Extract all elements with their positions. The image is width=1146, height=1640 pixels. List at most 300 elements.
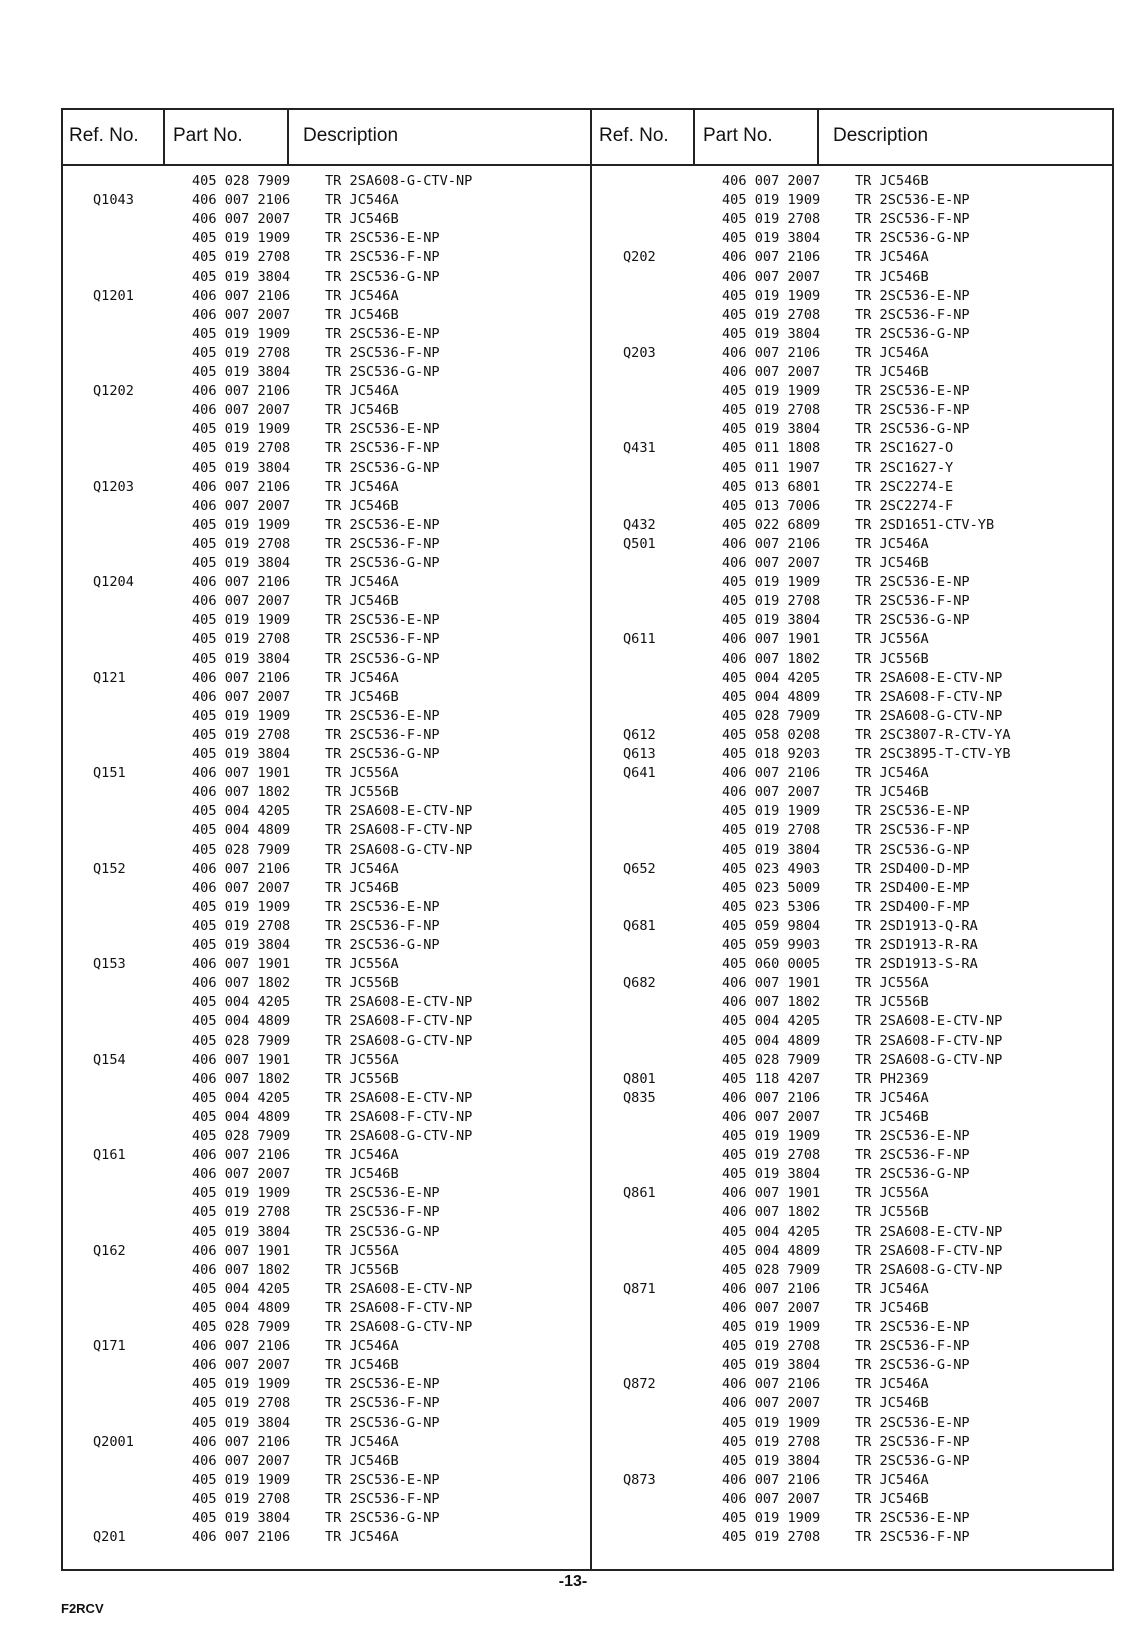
part-no: 405 019 3804: [722, 421, 821, 438]
part-no: 405 019 2708: [722, 306, 821, 323]
description: TR 2SC536-G-NP: [855, 1166, 970, 1183]
table-row: [591, 592, 1112, 611]
description: TR 2SC536-F-NP: [855, 211, 970, 228]
part-no: 406 007 2007: [192, 1357, 291, 1374]
part-no: 406 007 2106: [192, 1529, 291, 1546]
description: TR 2SA608-G-CTV-NP: [325, 841, 473, 858]
part-no: 405 028 7909: [722, 1261, 821, 1278]
part-no: 406 007 2007: [192, 879, 291, 896]
table-row: [591, 306, 1112, 325]
description: TR 2SC3895-T-CTV-YB: [855, 746, 1011, 762]
part-no: 406 007 1802: [192, 1070, 291, 1087]
left-header-ref: Ref. No.: [61, 108, 165, 164]
table-row: [591, 478, 1112, 497]
description: TR JC556B: [325, 1261, 399, 1278]
part-no: 405 019 2708: [192, 1204, 291, 1221]
description: TR 2SA608-F-CTV-NP: [325, 822, 473, 839]
description: TR 2SD1913-S-RA: [855, 956, 978, 973]
table-row: [591, 1509, 1112, 1528]
table-row: [61, 1528, 589, 1547]
description: TR 2SC536-G-NP: [325, 1414, 440, 1431]
part-no: 405 019 1909: [192, 516, 291, 533]
ref-no: Q201: [93, 1529, 126, 1546]
table-row: [591, 1012, 1112, 1031]
description: TR 2SC536-F-NP: [325, 440, 440, 457]
description: TR JC546A: [325, 669, 399, 686]
table-row: [61, 1280, 589, 1299]
table-row: [61, 841, 589, 860]
table-row: [61, 821, 589, 840]
ref-no: Q613: [623, 746, 656, 762]
description: TR 2SC536-F-NP: [855, 306, 970, 323]
part-no: 405 019 3804: [722, 1452, 821, 1469]
part-no: 405 028 7909: [192, 1032, 291, 1049]
table-row: [591, 1261, 1112, 1280]
table-row: [61, 1318, 589, 1337]
description: TR JC556A: [855, 1185, 929, 1202]
description: TR 2SC536-E-NP: [325, 325, 440, 342]
part-no: 405 019 2708: [192, 726, 291, 743]
part-no: 405 019 2708: [722, 1529, 821, 1546]
description: TR 2SD400-E-MP: [855, 879, 970, 896]
description: TR JC546B: [325, 402, 399, 419]
part-no: 406 007 2106: [192, 1433, 291, 1450]
table-row: [591, 1433, 1112, 1452]
table-row: [591, 898, 1112, 917]
ref-no: Q432: [623, 516, 656, 533]
table-row: [591, 1165, 1112, 1184]
part-no: 405 028 7909: [722, 707, 821, 724]
description: TR JC556B: [325, 784, 399, 801]
description: TR 2SC536-F-NP: [325, 1204, 440, 1221]
table-row: [591, 1337, 1112, 1356]
description: TR 2SC536-G-NP: [855, 841, 970, 858]
description: TR JC546B: [855, 268, 929, 285]
part-no: 406 007 2007: [722, 1299, 821, 1316]
description: TR 2SD1651-CTV-YB: [855, 516, 995, 533]
table-row: [61, 860, 589, 879]
table-row: [591, 210, 1112, 229]
part-no: 405 019 1909: [192, 707, 291, 724]
left-table-header: [61, 108, 591, 166]
description: TR 2SC536-E-NP: [325, 1376, 440, 1393]
table-row: [591, 248, 1112, 267]
part-no: 405 004 4205: [192, 1280, 291, 1297]
description: TR JC546B: [855, 555, 929, 571]
part-no: 406 007 1802: [722, 994, 821, 1011]
table-row: [61, 974, 589, 993]
table-row: [591, 1108, 1112, 1127]
part-no: 405 013 7006: [722, 497, 821, 514]
description: TR JC556A: [325, 765, 399, 782]
part-no: 406 007 1901: [722, 975, 821, 992]
ref-no: Q203: [623, 344, 656, 361]
table-row: [61, 1337, 589, 1356]
description: TR 2SC536-G-NP: [325, 937, 440, 953]
ref-no: Q611: [623, 631, 656, 648]
description: TR JC546B: [325, 211, 399, 228]
part-no: 406 007 2007: [192, 1452, 291, 1469]
table-row: [61, 592, 589, 611]
ref-no: Q202: [623, 249, 656, 266]
description: TR JC556B: [325, 975, 399, 992]
table-row: [591, 401, 1112, 420]
table-row: [61, 1146, 589, 1165]
part-no: 405 019 1909: [722, 803, 821, 820]
part-no: 406 007 2007: [722, 268, 821, 285]
description: TR 2SC1627-O: [855, 440, 954, 457]
description: TR 2SC536-G-NP: [325, 1223, 440, 1240]
description: TR JC546A: [855, 535, 929, 552]
description: TR 2SC536-E-NP: [855, 574, 970, 591]
table-row: [61, 688, 589, 707]
description: TR JC546A: [325, 1338, 399, 1355]
part-no: 405 060 0005: [722, 956, 821, 973]
part-no: 406 007 1901: [192, 956, 291, 973]
description: TR JC546B: [855, 173, 929, 189]
description: TR 2SA608-G-CTV-NP: [325, 1032, 473, 1049]
description: TR JC546B: [855, 1108, 929, 1125]
description: TR JC556A: [855, 975, 929, 992]
part-no: 405 004 4809: [192, 822, 291, 839]
part-no: 405 019 1909: [722, 192, 821, 209]
description: TR 2SC536-E-NP: [855, 287, 970, 304]
part-no: 406 007 2007: [192, 1166, 291, 1183]
table-row: [61, 611, 589, 630]
part-no: 405 019 1909: [192, 230, 291, 247]
right-header-desc: Description: [833, 125, 929, 146]
description: TR JC546B: [325, 688, 399, 705]
table-row: [61, 401, 589, 420]
part-no: 405 019 1909: [722, 1414, 821, 1431]
description: TR JC546A: [325, 478, 399, 495]
description: TR 2SD400-D-MP: [855, 860, 970, 877]
part-no: 405 019 3804: [192, 459, 291, 476]
part-no: 405 019 3804: [192, 1414, 291, 1431]
table-row: [591, 497, 1112, 516]
table-row: [591, 611, 1112, 630]
table-row: [61, 1108, 589, 1127]
right-table-header: [591, 108, 1114, 166]
part-no: 405 019 3804: [192, 1510, 291, 1526]
table-row: [591, 1223, 1112, 1242]
part-no: 406 007 2007: [722, 784, 821, 801]
description: TR JC546A: [325, 383, 399, 400]
ref-no: Q153: [93, 956, 126, 973]
ref-no: Q2001: [93, 1433, 134, 1450]
description: TR 2SC536-F-NP: [325, 535, 440, 552]
description: TR JC546A: [855, 765, 929, 782]
description: TR 2SC536-G-NP: [325, 1510, 440, 1526]
description: TR 2SA608-E-CTV-NP: [855, 1013, 1003, 1030]
table-row: [591, 1089, 1112, 1108]
description: TR JC556A: [325, 1242, 399, 1259]
part-no: 405 019 3804: [722, 1166, 821, 1183]
table-row: [61, 707, 589, 726]
description: TR 2SA608-E-CTV-NP: [855, 1223, 1003, 1240]
description: TR JC556B: [855, 994, 929, 1011]
description: TR 2SC536-F-NP: [325, 726, 440, 743]
description: TR 2SC536-G-NP: [325, 364, 440, 380]
description: TR 2SC536-E-NP: [855, 1319, 970, 1335]
part-no: 405 022 6809: [722, 516, 821, 533]
part-no: 405 058 0208: [722, 726, 821, 743]
description: TR 2SA608-F-CTV-NP: [325, 1299, 473, 1316]
part-no: 405 019 3804: [722, 841, 821, 858]
part-no: 406 007 2007: [722, 173, 821, 189]
table-row: [591, 1394, 1112, 1413]
table-row: [61, 1433, 589, 1452]
table-row: [591, 1356, 1112, 1375]
table-row: [591, 287, 1112, 306]
description: TR JC556B: [325, 1070, 399, 1087]
left-header-desc: Description: [303, 125, 399, 146]
part-no: 405 019 2708: [722, 1147, 821, 1164]
part-no: 406 007 2007: [192, 593, 291, 610]
part-no: 405 004 4809: [722, 1242, 821, 1259]
table-row: [61, 478, 589, 497]
description: TR JC546A: [325, 192, 399, 209]
part-no: 405 023 5306: [722, 898, 821, 915]
table-row: [61, 229, 589, 248]
ref-no: Q873: [623, 1471, 656, 1488]
table-row: [61, 516, 589, 535]
part-no: 405 019 2708: [192, 1490, 291, 1507]
part-no: 406 007 1901: [192, 765, 291, 782]
part-no: 405 011 1808: [722, 440, 821, 457]
part-no: 405 028 7909: [192, 1319, 291, 1335]
part-no: 405 023 5009: [722, 879, 821, 896]
part-no: 405 019 1909: [192, 325, 291, 342]
ref-no: Q835: [623, 1089, 656, 1106]
description: TR 2SC536-G-NP: [325, 746, 440, 762]
description: TR 2SC536-F-NP: [855, 1338, 970, 1355]
table-row: [61, 248, 589, 267]
ref-no: Q681: [623, 917, 656, 934]
part-no: 405 004 4205: [722, 1013, 821, 1030]
part-no: 406 007 1802: [192, 975, 291, 992]
description: TR 2SC536-G-NP: [325, 650, 440, 667]
table-row: [591, 650, 1112, 669]
ref-no: Q861: [623, 1185, 656, 1202]
table-row: [591, 573, 1112, 592]
table-row: [591, 325, 1112, 344]
part-no: 405 004 4809: [192, 1108, 291, 1125]
part-no: 406 007 2106: [722, 249, 821, 266]
part-no: 405 004 4809: [192, 1013, 291, 1030]
table-row: [61, 1089, 589, 1108]
table-row: [61, 1471, 589, 1490]
description: TR JC546A: [325, 574, 399, 591]
table-row: [591, 802, 1112, 821]
part-no: 405 019 2708: [192, 535, 291, 552]
description: TR JC556B: [855, 650, 929, 667]
ref-no: Q871: [623, 1280, 656, 1297]
description: TR PH2369: [855, 1070, 929, 1087]
description: TR 2SC536-E-NP: [325, 421, 440, 438]
ref-no: Q152: [93, 860, 126, 877]
description: TR 2SC536-G-NP: [855, 421, 970, 438]
part-no: 405 004 4205: [192, 803, 291, 820]
description: TR JC546B: [325, 1452, 399, 1469]
part-no: 406 007 2007: [192, 306, 291, 323]
description: TR 2SC536-E-NP: [325, 707, 440, 724]
part-no: 405 019 2708: [192, 917, 291, 934]
table-row: [591, 1299, 1112, 1318]
table-row: [61, 1242, 589, 1261]
part-no: 405 118 4207: [722, 1070, 821, 1087]
table-row: [61, 172, 589, 191]
ref-no: Q1043: [93, 192, 134, 209]
part-no: 405 059 9903: [722, 937, 821, 953]
description: TR 2SA608-G-CTV-NP: [855, 1051, 1003, 1068]
description: TR 2SC536-G-NP: [325, 459, 440, 476]
description: TR 2SC3807-R-CTV-YA: [855, 726, 1011, 743]
table-row: [61, 1394, 589, 1413]
part-no: 405 019 2708: [192, 440, 291, 457]
part-no: 406 007 2106: [722, 535, 821, 552]
description: TR JC546A: [855, 1471, 929, 1488]
part-no: 405 011 1907: [722, 459, 821, 476]
ref-no: Q641: [623, 765, 656, 782]
table-row: [61, 1299, 589, 1318]
part-no: 405 018 9203: [722, 746, 821, 762]
table-row: [591, 1471, 1112, 1490]
description: TR 2SA608-E-CTV-NP: [325, 1089, 473, 1106]
table-row: [591, 993, 1112, 1012]
part-no: 405 019 2708: [192, 1395, 291, 1412]
description: TR 2SC536-F-NP: [325, 1395, 440, 1412]
description: TR 2SC536-F-NP: [325, 917, 440, 934]
ref-no: Q162: [93, 1242, 126, 1259]
part-no: 405 019 1909: [722, 1128, 821, 1144]
ref-no: Q171: [93, 1338, 126, 1355]
part-no: 406 007 2106: [722, 765, 821, 782]
part-no: 405 019 2708: [722, 1433, 821, 1450]
table-row: [61, 650, 589, 669]
table-row: [591, 860, 1112, 879]
table-row: [61, 669, 589, 688]
part-no: 405 019 1909: [722, 1319, 821, 1335]
description: TR 2SA608-F-CTV-NP: [325, 1013, 473, 1030]
table-row: [591, 229, 1112, 248]
part-no: 406 007 2106: [192, 860, 291, 877]
table-row: [591, 1032, 1112, 1051]
table-row: [591, 439, 1112, 458]
description: TR 2SC536-G-NP: [855, 1452, 970, 1469]
table-row: [61, 1032, 589, 1051]
table-row: [591, 688, 1112, 707]
part-no: 405 019 3804: [722, 230, 821, 247]
ref-no: Q1201: [93, 287, 134, 304]
part-no: 405 019 1909: [722, 287, 821, 304]
table-row: [61, 287, 589, 306]
part-no: 406 007 1901: [192, 1242, 291, 1259]
table-row: [591, 535, 1112, 554]
part-no: 405 004 4205: [192, 1089, 291, 1106]
left-header-part: Part No.: [165, 108, 289, 164]
description: TR JC546B: [855, 1299, 929, 1316]
table-row: [591, 191, 1112, 210]
part-no: 405 019 2708: [722, 593, 821, 610]
table-row: [61, 1261, 589, 1280]
table-row: [61, 1414, 589, 1433]
description: TR 2SA608-F-CTV-NP: [855, 1242, 1003, 1259]
table-row: [591, 1280, 1112, 1299]
description: TR JC546B: [325, 593, 399, 610]
table-row: [591, 459, 1112, 478]
table-row: [591, 1414, 1112, 1433]
part-no: 406 007 2007: [722, 1395, 821, 1412]
table-row: [61, 1509, 589, 1528]
description: TR JC546B: [855, 1490, 929, 1507]
description: TR 2SA608-G-CTV-NP: [325, 1319, 473, 1335]
part-no: 406 007 1802: [192, 784, 291, 801]
table-row: [591, 1146, 1112, 1165]
part-no: 405 019 3804: [722, 612, 821, 629]
part-no: 405 004 4205: [192, 994, 291, 1011]
table-row: [591, 879, 1112, 898]
part-no: 405 004 4205: [722, 669, 821, 686]
table-row: [61, 879, 589, 898]
table-row: [61, 1223, 589, 1242]
part-no: 405 028 7909: [722, 1051, 821, 1068]
description: TR 2SC536-F-NP: [325, 249, 440, 266]
table-row: [61, 1165, 589, 1184]
table-row: [61, 1184, 589, 1203]
part-no: 405 019 1909: [192, 898, 291, 915]
description: TR JC556A: [325, 1051, 399, 1068]
part-no: 406 007 2007: [192, 402, 291, 419]
description: TR 2SA608-G-CTV-NP: [325, 173, 473, 189]
part-no: 406 007 2007: [722, 555, 821, 571]
table-row: [61, 936, 589, 955]
description: TR JC546B: [855, 364, 929, 380]
part-no: 406 007 2106: [192, 1147, 291, 1164]
right-header-part: Part No.: [695, 108, 819, 164]
description: TR 2SC536-F-NP: [855, 593, 970, 610]
part-no: 405 019 2708: [722, 822, 821, 839]
table-row: [61, 745, 589, 764]
part-no: 405 019 3804: [192, 650, 291, 667]
table-row: [591, 1452, 1112, 1471]
ref-no: Q154: [93, 1051, 126, 1068]
table-row: [61, 955, 589, 974]
description: TR 2SD1913-R-RA: [855, 937, 978, 953]
table-row: [61, 306, 589, 325]
table-row: [591, 382, 1112, 401]
table-row: [61, 535, 589, 554]
part-no: 405 019 1909: [722, 1510, 821, 1526]
table-row: [61, 898, 589, 917]
description: TR 2SC536-F-NP: [855, 402, 970, 419]
part-no: 406 007 1802: [192, 1261, 291, 1278]
part-no: 406 007 2007: [192, 211, 291, 228]
table-row: [61, 1070, 589, 1089]
table-row: [61, 1356, 589, 1375]
description: TR 2SC536-F-NP: [855, 1529, 970, 1546]
description: TR JC546A: [325, 1433, 399, 1450]
part-no: 405 019 1909: [192, 1471, 291, 1488]
model-code: F2RCV: [61, 1601, 104, 1616]
part-no: 405 019 1909: [192, 421, 291, 438]
description: TR 2SD1913-Q-RA: [855, 917, 978, 934]
description: TR JC546A: [855, 1376, 929, 1393]
table-row: [61, 439, 589, 458]
table-row: [61, 802, 589, 821]
description: TR 2SA608-F-CTV-NP: [325, 1108, 473, 1125]
table-row: [591, 172, 1112, 191]
